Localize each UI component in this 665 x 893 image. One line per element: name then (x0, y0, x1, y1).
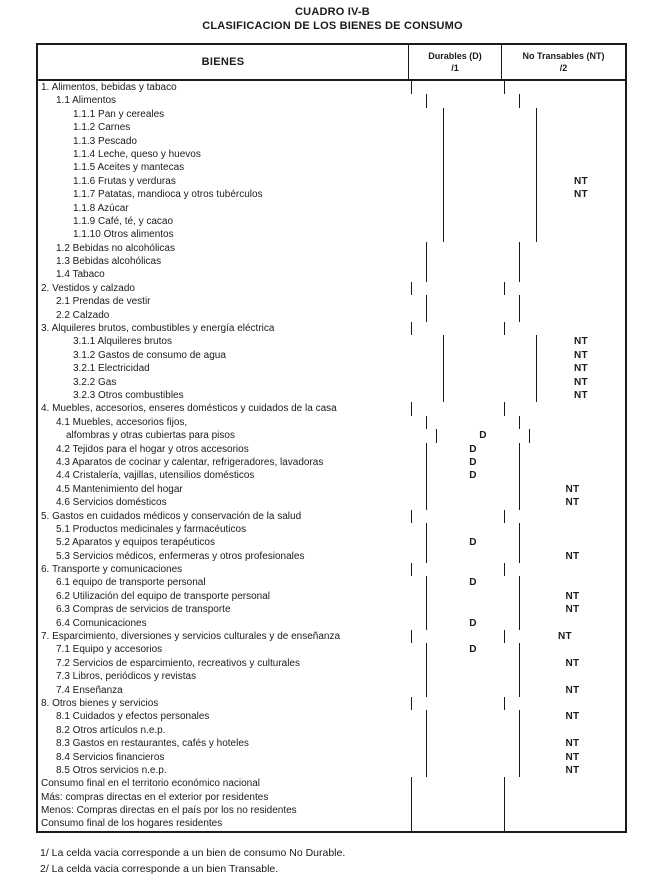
row-item-label: 2.1 Prendas de vestir (38, 295, 427, 308)
row-item-label: 7.1 Equipo y accesorios (38, 643, 427, 656)
row-no-transable-flag: NT (574, 336, 588, 348)
row-durable-flag (427, 550, 520, 563)
table-row (38, 684, 625, 697)
row-item-label: 1.1.2 Carnes (38, 121, 444, 134)
row-item-label: 4.3 Aparatos de cocinar y calentar, refrigeradores, lavadoras (38, 456, 427, 469)
row-durable-flag (427, 724, 520, 737)
row-no-transable-flag (505, 817, 625, 830)
table-row (38, 349, 625, 362)
title-line-1: CUADRO IV-B (295, 6, 370, 18)
row-durable-flag (427, 255, 520, 268)
column-header-no-transables-label: No Transables (NT) (522, 51, 605, 61)
row-durable-flag (444, 161, 537, 174)
row-item-label: 6. Transporte y comunicaciones (38, 563, 412, 576)
table-row (38, 697, 625, 710)
row-item-label: 1.2 Bebidas no alcohólicas (38, 242, 427, 255)
row-item-label: 1.1.10 Otros alimentos (38, 228, 444, 241)
table-row (38, 804, 625, 817)
column-header-no-transables (502, 45, 625, 79)
table-row (38, 81, 625, 94)
row-no-transable-flag (505, 81, 625, 94)
row-item-label: 3. Alquileres brutos, combustibles y energía eléctrica (38, 322, 412, 335)
row-durable-flag (427, 483, 520, 496)
row-no-transable-flag (505, 697, 625, 710)
table-row (38, 309, 625, 322)
row-no-transable-flag: NT (574, 189, 588, 201)
row-durable-flag (427, 710, 520, 723)
row-durable-flag (444, 121, 537, 134)
row-durable-flag (412, 322, 505, 335)
row-no-transable-flag: NT (565, 590, 580, 602)
row-durable-flag (412, 817, 505, 830)
row-no-transable-flag (520, 242, 625, 255)
table-row (38, 737, 625, 750)
table-row (38, 376, 625, 389)
table-row (38, 510, 625, 523)
row-item-label: alfombras y otras cubiertas para pisos (38, 429, 437, 442)
row-durable-flag (427, 496, 520, 509)
row-item-label: 4.1 Muebles, accesorios fijos, (38, 416, 427, 429)
row-item-label: 3.2.2 Gas (38, 376, 444, 389)
row-no-transable-flag (520, 416, 625, 429)
row-durable-flag: D (427, 536, 520, 549)
footnote-1: 1/ La celda vacia corresponde a un bien de consumo No Durable. (40, 847, 346, 859)
row-item-label: 6.3 Compras de servicios de transporte (38, 603, 427, 616)
table-row (38, 469, 625, 482)
row-item-label: Consumo final en el territorio económico nacional (38, 777, 412, 790)
table-row (38, 255, 625, 268)
row-no-transable-flag (505, 804, 625, 817)
row-no-transable-flag: NT (565, 751, 580, 763)
row-durable-flag (412, 81, 505, 94)
row-item-label: 8.1 Cuidados y efectos personales (38, 710, 427, 723)
row-no-transable-flag: NT (565, 711, 580, 723)
row-durable-flag (412, 697, 505, 710)
row-durable-flag (427, 657, 520, 670)
row-item-label: 5.1 Productos medicinales y farmacéuticos (38, 523, 427, 536)
row-item-label: 1.1.6 Frutas y verduras (38, 175, 444, 188)
document-title (0, 5, 665, 33)
row-item-label: 8.4 Servicios financieros (38, 751, 427, 764)
row-item-label: Consumo final de los hogares residentes (38, 817, 412, 830)
table-row (38, 202, 625, 215)
table-row (38, 188, 625, 201)
row-durable-flag (444, 376, 537, 389)
row-no-transable-flag: NT (565, 604, 580, 616)
row-item-label: 8.5 Otros servicios n.e.p. (38, 764, 427, 777)
table-row (38, 121, 625, 134)
row-no-transable-flag (537, 148, 625, 161)
row-item-label: 5. Gastos en cuidados médicos y conservación de la salud (38, 510, 412, 523)
row-item-label: 4.4 Cristalería, vajillas, utensilios domésticos (38, 469, 427, 482)
row-no-transable-flag: NT (574, 175, 588, 187)
row-no-transable-flag (520, 443, 625, 456)
table-row (38, 590, 625, 603)
row-durable-flag (427, 684, 520, 697)
row-no-transable-flag (520, 724, 625, 737)
row-durable-flag: D (427, 456, 520, 469)
row-durable-flag (444, 362, 537, 375)
row-item-label: 7.2 Servicios de esparcimiento, recreativos y culturales (38, 657, 427, 670)
row-durable-flag (427, 416, 520, 429)
row-no-transable-flag (520, 523, 625, 536)
row-no-transable-flag: NT (574, 349, 588, 361)
table-row (38, 603, 625, 616)
table-row (38, 215, 625, 228)
row-item-label: 1.4 Tabaco (38, 268, 427, 281)
row-item-label: 3.1.2 Gastos de consumo de agua (38, 349, 444, 362)
row-item-label: 7.4 Enseñanza (38, 684, 427, 697)
row-no-transable-flag (505, 322, 625, 335)
row-no-transable-flag: NT (574, 376, 588, 388)
table-body (38, 81, 625, 831)
table-row (38, 443, 625, 456)
row-no-transable-flag (520, 469, 625, 482)
row-no-transable-flag (505, 402, 625, 415)
row-item-label: 1.1.4 Leche, queso y huevos (38, 148, 444, 161)
column-header-durables (409, 45, 502, 79)
column-header-durables-label: Durables (D) (428, 51, 482, 61)
row-durable-flag (444, 228, 537, 241)
row-durable-flag (444, 148, 537, 161)
row-item-label: 3.2.1 Electricidad (38, 362, 444, 375)
row-durable-flag (427, 764, 520, 777)
row-durable-flag (427, 94, 520, 107)
row-no-transable-flag: NT (565, 738, 580, 750)
table-row (38, 148, 625, 161)
row-no-transable-flag: NT (558, 631, 572, 643)
table-row (38, 643, 625, 656)
table-row (38, 295, 625, 308)
row-no-transable-flag (520, 617, 625, 630)
table-row (38, 791, 625, 804)
row-no-transable-flag (505, 777, 625, 790)
table-row (38, 429, 625, 442)
table-row (38, 402, 625, 415)
table-row (38, 630, 625, 643)
row-item-label: 1.1.9 Café, té, y cacao (38, 215, 444, 228)
row-durable-flag (412, 563, 505, 576)
row-no-transable-flag: NT (565, 483, 580, 495)
row-no-transable-flag (520, 536, 625, 549)
row-item-label: 1.1.5 Aceites y mantecas (38, 161, 444, 174)
row-no-transable-flag (505, 510, 625, 523)
row-item-label: 3.1.1 Alquileres brutos (38, 335, 444, 348)
row-durable-flag (444, 202, 537, 215)
table-row (38, 161, 625, 174)
table-row (38, 724, 625, 737)
table-row (38, 657, 625, 670)
table-row (38, 751, 625, 764)
row-item-label: 4.2 Tejidos para el hogar y otros accesorios (38, 443, 427, 456)
row-item-label: 6.2 Utilización del equipo de transporte personal (38, 590, 427, 603)
table-row (38, 268, 625, 281)
row-item-label: 1.1.1 Pan y cereales (38, 108, 444, 121)
row-no-transable-flag: NT (574, 363, 588, 375)
row-item-label: 4.5 Mantenimiento del hogar (38, 483, 427, 496)
row-item-label: Menos: Compras directas en el país por los no residentes (38, 804, 412, 817)
row-no-transable-flag (537, 121, 625, 134)
row-no-transable-flag (520, 309, 625, 322)
footnotes (40, 845, 345, 877)
row-durable-flag (444, 389, 537, 402)
row-durable-flag (412, 791, 505, 804)
table-row (38, 322, 625, 335)
table-row (38, 242, 625, 255)
row-item-label: 2.2 Calzado (38, 309, 427, 322)
row-durable-flag (444, 135, 537, 148)
row-item-label: 1.1 Alimentos (38, 94, 427, 107)
row-item-label: 5.3 Servicios médicos, enfermeras y otros profesionales (38, 550, 427, 563)
row-no-transable-flag (520, 576, 625, 589)
row-durable-flag (427, 737, 520, 750)
row-no-transable-flag (537, 108, 625, 121)
row-durable-flag (412, 402, 505, 415)
row-no-transable-flag (537, 202, 625, 215)
table-row (38, 228, 625, 241)
classification-table (36, 43, 627, 833)
row-item-label: 7.3 Libros, periódicos y revistas (38, 670, 427, 683)
table-row (38, 496, 625, 509)
table-row (38, 135, 625, 148)
row-no-transable-flag (505, 563, 625, 576)
row-item-label: 1.3 Bebidas alcohólicas (38, 255, 427, 268)
table-row (38, 817, 625, 830)
table-row (38, 764, 625, 777)
table-row (38, 282, 625, 295)
row-item-label: Más: compras directas en el exterior por residentes (38, 791, 412, 804)
row-durable-flag (444, 349, 537, 362)
table-row (38, 710, 625, 723)
row-durable-flag: D (427, 576, 520, 589)
row-item-label: 1. Alimentos, bebidas y tabaco (38, 81, 412, 94)
footnote-2: 2/ La celda vacia corresponde a un bien Transable. (40, 863, 279, 875)
row-no-transable-flag (520, 670, 625, 683)
table-row (38, 483, 625, 496)
row-no-transable-flag: NT (565, 497, 580, 509)
table-row (38, 670, 625, 683)
table-row (38, 335, 625, 348)
row-durable-flag (444, 108, 537, 121)
row-item-label: 4.6 Servicios domésticos (38, 496, 427, 509)
table-row (38, 175, 625, 188)
row-item-label: 6.1 equipo de transporte personal (38, 576, 427, 589)
row-durable-flag (427, 603, 520, 616)
row-item-label: 5.2 Aparatos y equipos terapéuticos (38, 536, 427, 549)
row-no-transable-flag (520, 94, 625, 107)
row-item-label: 1.1.8 Azúcar (38, 202, 444, 215)
row-durable-flag (444, 215, 537, 228)
table-row (38, 389, 625, 402)
row-no-transable-flag: NT (565, 684, 580, 696)
row-no-transable-flag (530, 429, 625, 442)
row-no-transable-flag (537, 161, 625, 174)
row-no-transable-flag (520, 255, 625, 268)
table-row (38, 576, 625, 589)
row-no-transable-flag (537, 228, 625, 241)
row-durable-flag (427, 751, 520, 764)
table-row (38, 617, 625, 630)
table-row (38, 550, 625, 563)
row-item-label: 8.3 Gastos en restaurantes, cafés y hoteles (38, 737, 427, 750)
table-row (38, 362, 625, 375)
row-durable-flag (427, 309, 520, 322)
row-no-transable-flag (505, 282, 625, 295)
row-item-label: 1.1.7 Patatas, mandioca y otros tubérculos (38, 188, 444, 201)
row-durable-flag (444, 188, 537, 201)
row-item-label: 8.2 Otros artículos n.e.p. (38, 724, 427, 737)
row-durable-flag (427, 268, 520, 281)
row-durable-flag (412, 282, 505, 295)
row-no-transable-flag: NT (574, 389, 588, 401)
row-durable-flag (444, 335, 537, 348)
table-row (38, 536, 625, 549)
row-no-transable-flag (520, 295, 625, 308)
table-header-row (38, 45, 625, 81)
table-row (38, 563, 625, 576)
row-item-label: 3.2.3 Otros combustibles (38, 389, 444, 402)
row-no-transable-flag: NT (565, 764, 580, 776)
row-no-transable-flag (537, 215, 625, 228)
row-durable-flag: D (427, 643, 520, 656)
row-durable-flag (427, 670, 520, 683)
row-item-label: 6.4 Comunicaciones (38, 617, 427, 630)
row-no-transable-flag (520, 268, 625, 281)
row-item-label: 8. Otros bienes y servicios (38, 697, 412, 710)
row-durable-flag (427, 242, 520, 255)
row-item-label: 1.1.3 Pescado (38, 135, 444, 148)
table-row (38, 456, 625, 469)
row-durable-flag (412, 510, 505, 523)
row-no-transable-flag: NT (565, 657, 580, 669)
column-header-durables-footnote-ref: /1 (451, 63, 459, 73)
title-line-2: CLASIFICACION DE LOS BIENES DE CONSUMO (202, 20, 463, 32)
row-durable-flag: D (437, 429, 530, 442)
row-durable-flag (412, 630, 505, 643)
table-row (38, 777, 625, 790)
row-durable-flag (444, 175, 537, 188)
column-header-bienes-label: BIENES (201, 56, 245, 68)
column-header-no-transables-footnote-ref: /2 (559, 63, 568, 73)
row-durable-flag (412, 777, 505, 790)
row-no-transable-flag (505, 791, 625, 804)
row-no-transable-flag (520, 643, 625, 656)
row-item-label: 4. Muebles, accesorios, enseres domésticos y cuidados de la casa (38, 402, 412, 415)
row-durable-flag: D (427, 617, 520, 630)
row-durable-flag: D (427, 443, 520, 456)
column-header-bienes (38, 45, 409, 79)
row-item-label: 7. Esparcimiento, diversiones y servicios culturales y de enseñanza (38, 630, 412, 643)
row-no-transable-flag (520, 456, 625, 469)
table-row (38, 94, 625, 107)
row-no-transable-flag (537, 135, 625, 148)
table-row (38, 108, 625, 121)
row-no-transable-flag: NT (565, 550, 580, 562)
row-item-label: 2. Vestidos y calzado (38, 282, 412, 295)
row-durable-flag: D (427, 469, 520, 482)
row-durable-flag (427, 295, 520, 308)
table-row (38, 523, 625, 536)
table-row (38, 416, 625, 429)
row-durable-flag (427, 590, 520, 603)
row-durable-flag (412, 804, 505, 817)
row-durable-flag (427, 523, 520, 536)
